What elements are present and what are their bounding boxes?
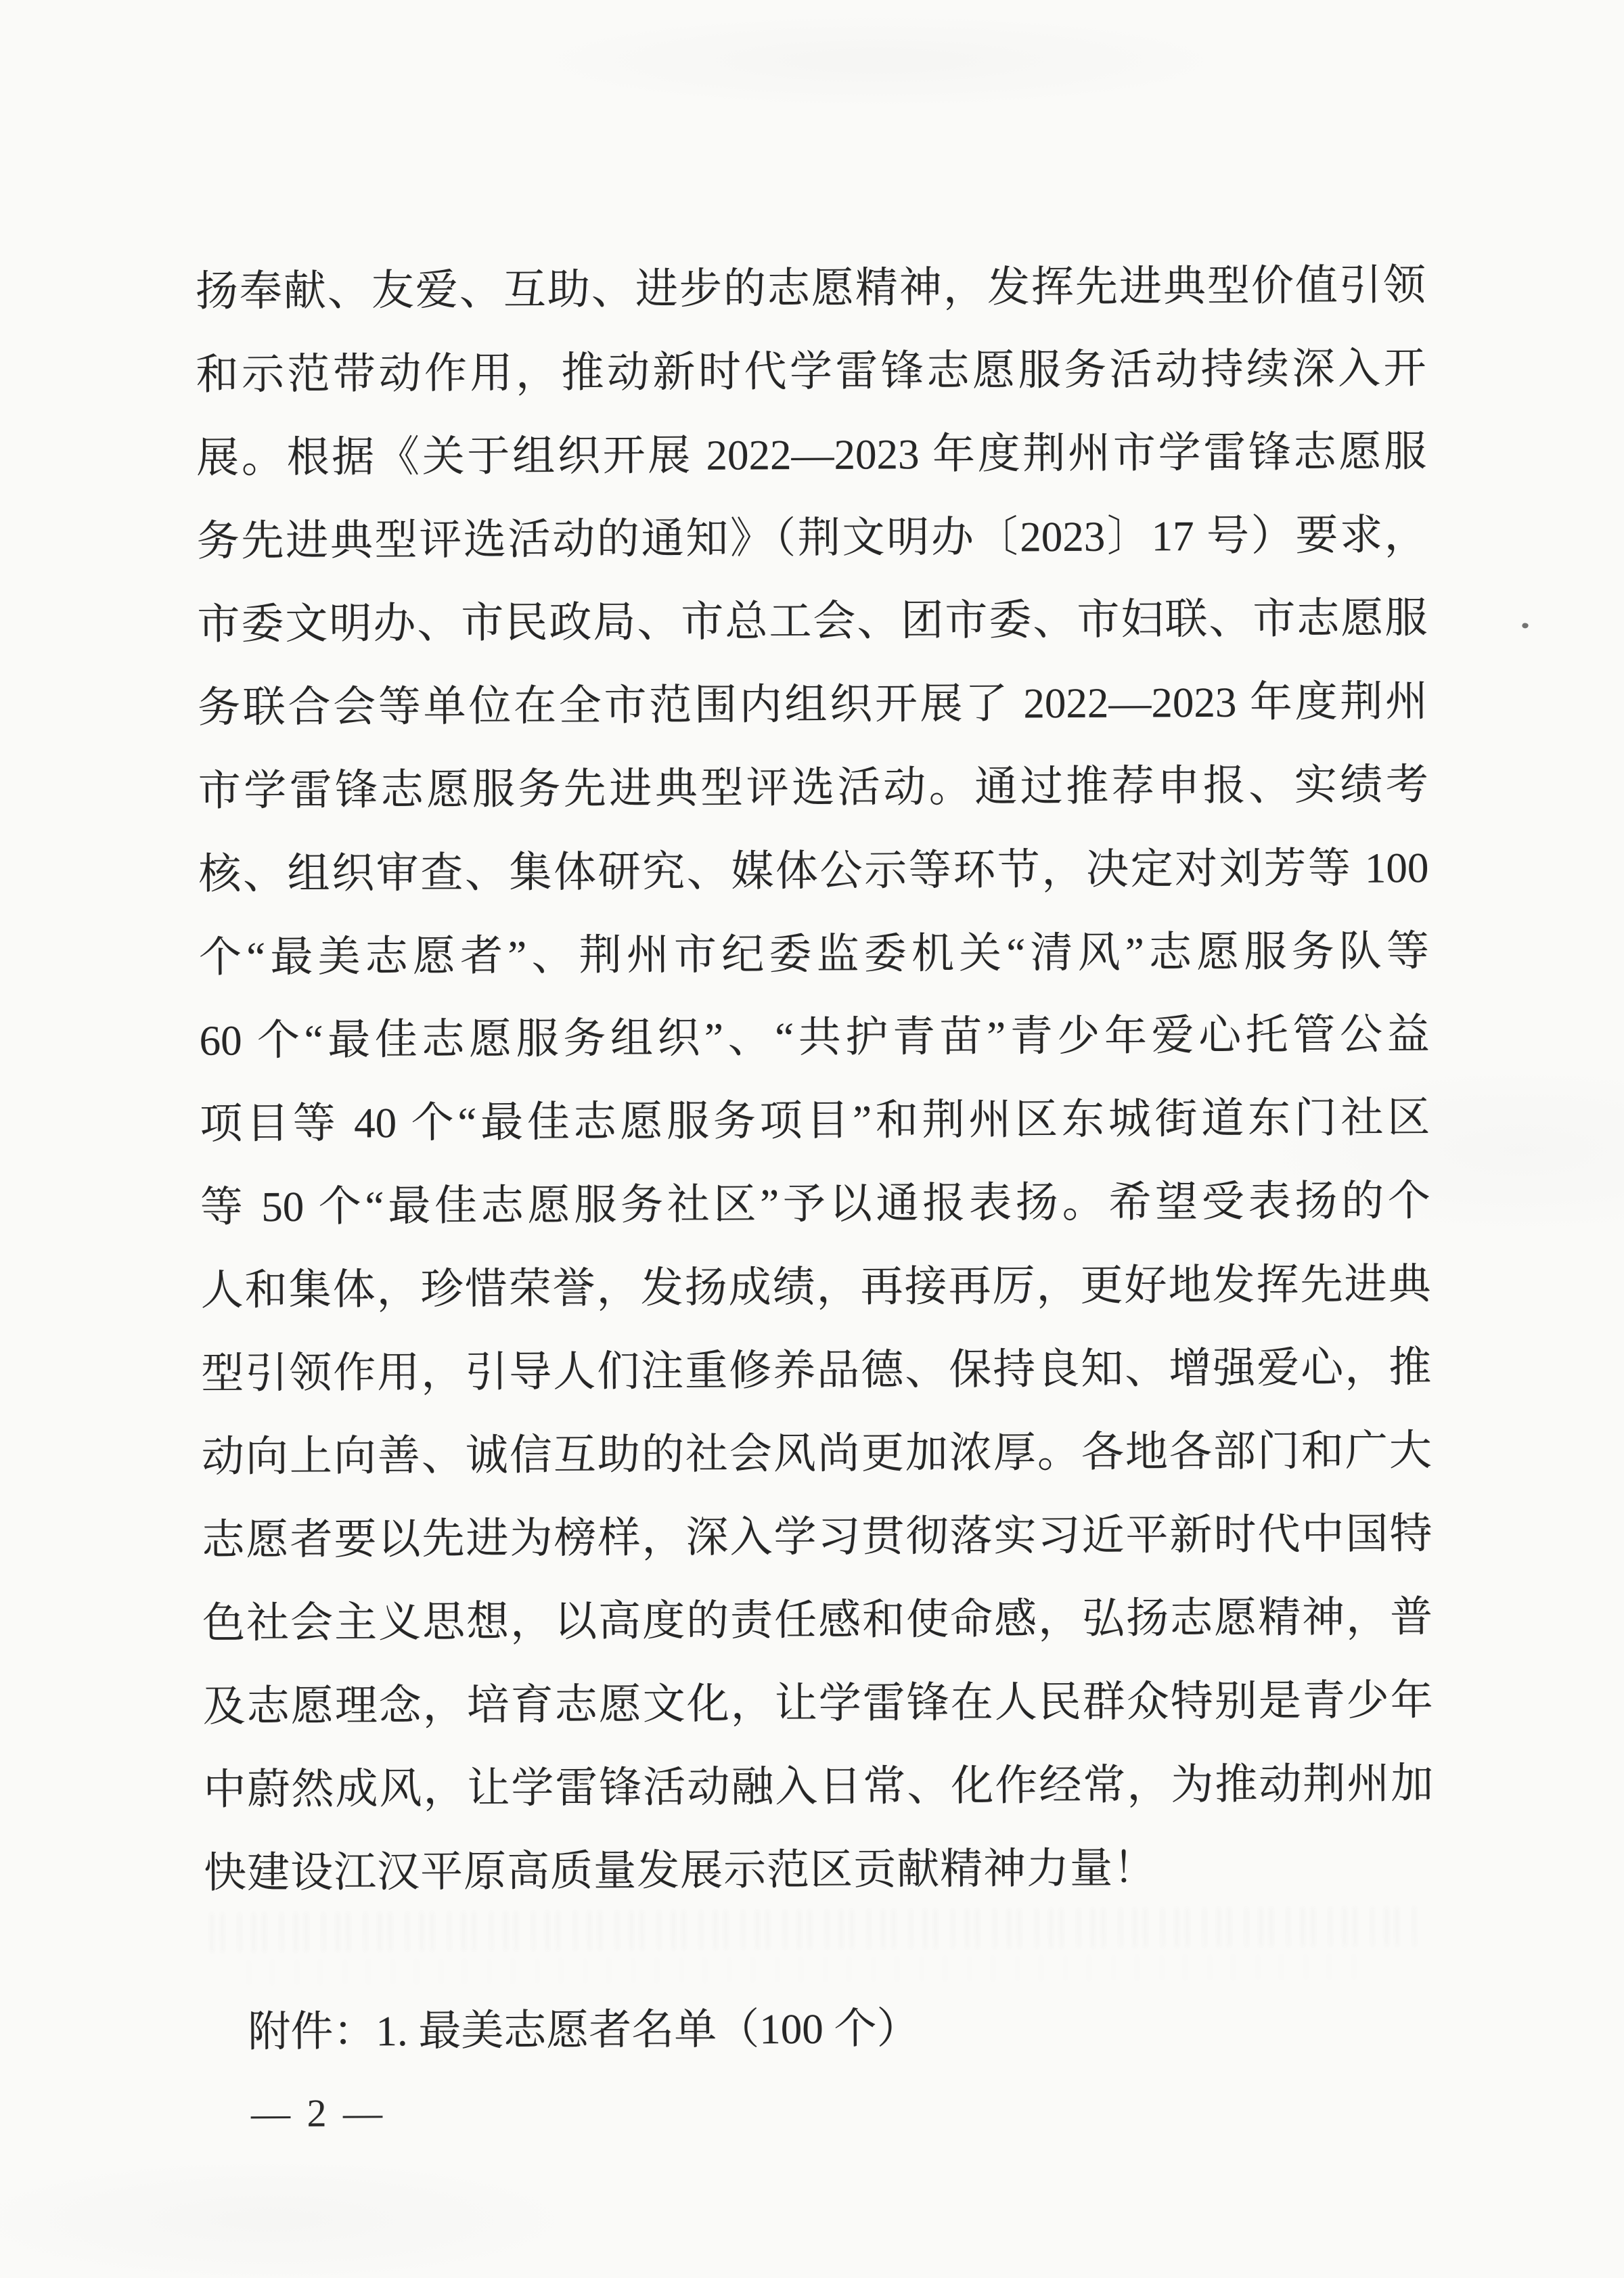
body-line: 项目等 40 个“最佳志愿服务项目”和荆州区东城街道东门社区 xyxy=(200,1094,1430,1148)
body-line: 核、组织审查、集体研究、媒体公示等环节，决定对刘芳等 100 xyxy=(198,844,1429,898)
body-line: 展。根据《关于组织开展 2022—2023 年度荆州市学雷锋志愿服 xyxy=(196,428,1427,482)
body-line: 务先进典型评选活动的通知》（荆文明办〔2023〕17 号）要求， xyxy=(196,511,1427,565)
body-line: 快建设江汉平原高质量发展示范区贡献精神力量！ xyxy=(203,1844,1157,1897)
body-line: 色社会主义思想，以高度的责任感和使命感，弘扬志愿精神，普 xyxy=(202,1593,1433,1647)
body-line: 扬奉献、友爱、互助、进步的志愿精神，发挥先进典型价值引领 xyxy=(195,261,1426,315)
body-line: 市委文明办、市民政局、市总工会、团市委、市妇联、市志愿服 xyxy=(197,594,1428,648)
attachment-line: 附件：1. 最美志愿者名单（100 个） xyxy=(248,2005,920,2056)
page-number: — 2 — xyxy=(250,2091,386,2136)
body-line: 及志愿理念，培育志愿文化，让学雷锋在人民群众特别是青少年 xyxy=(202,1676,1433,1730)
body-line: 中蔚然成风，让学雷锋活动融入日常、化作经常，为推动荆州加 xyxy=(203,1760,1434,1814)
document-body xyxy=(196,244,1435,1915)
ink-speck-artifact xyxy=(1521,622,1529,629)
body-line: 志愿者要以先进为榜样，深入学习贯彻落实习近平新时代中国特 xyxy=(202,1510,1433,1564)
bleed-through-artifact xyxy=(210,1906,1415,1952)
body-line: 60 个“最佳志愿服务组织”、“共护青苗”青少年爱心托管公益 xyxy=(199,1010,1430,1065)
body-line: 型引领作用，引导人们注重修养品德、保持良知、增强爱心，推 xyxy=(201,1343,1432,1398)
bleed-through-artifact xyxy=(248,1953,1365,1986)
body-line: 人和集体，珍惜荣誉，发扬成绩，再接再厉，更好地发挥先进典 xyxy=(200,1260,1431,1314)
body-line: 和示范带动作用，推动新时代学雷锋志愿服务活动持续深入开 xyxy=(196,344,1426,399)
body-line: 动向上向善、诚信互助的社会风尚更加浓厚。各地各部门和广大 xyxy=(201,1427,1433,1481)
body-line: 务联合会等单位在全市范围内组织开展了 2022—2023 年度荆州 xyxy=(197,677,1428,732)
body-line: 市学雷锋志愿服务先进典型评选活动。通过推荐申报、实绩考 xyxy=(198,761,1428,815)
body-line: 等 50 个“最佳志愿服务社区”予以通报表扬。希望受表扬的个 xyxy=(200,1177,1431,1231)
body-line: 个“最美志愿者”、荆州市纪委监委机关“清风”志愿服务队等 xyxy=(198,927,1430,981)
